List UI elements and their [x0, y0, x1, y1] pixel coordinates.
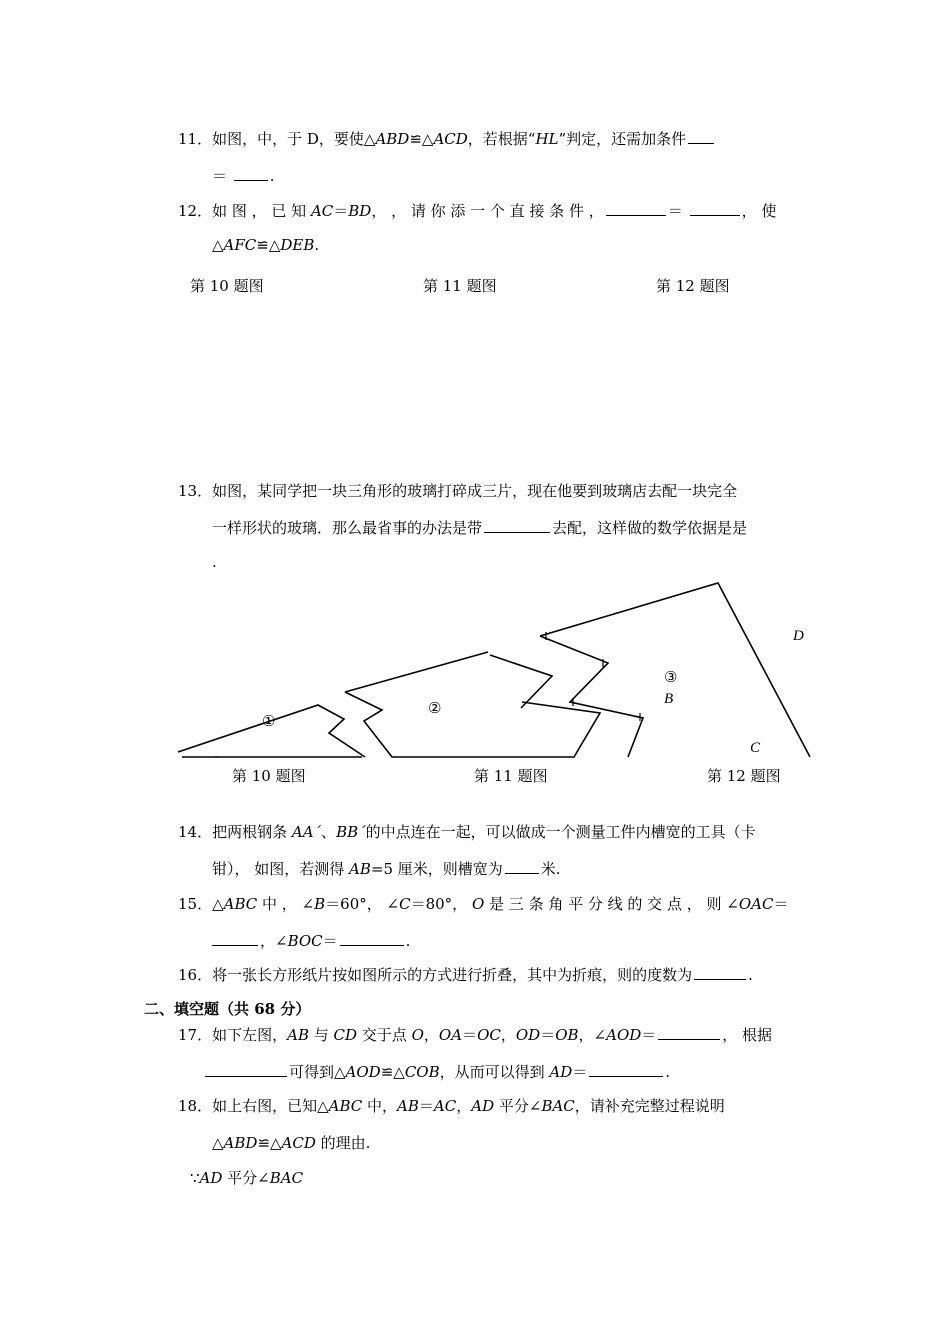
question-17-line1: 17．如下左图，AB 与 CD 交于点 O，OA＝OC，OD＝OB，∠AOD＝ ， 根据: [178, 1026, 773, 1044]
caption-figure-10: 第 10 题图: [190, 277, 264, 295]
piece-3-label: ③: [664, 670, 678, 686]
answer-blank[interactable]: [694, 964, 746, 980]
question-12-line1: 12．如 图 ， 已 知 AC＝BD， ， 请 你 添 一 个 直 接 条 件 ， ＝ ， 使: [178, 202, 777, 220]
question-16: 16．将一张长方形纸片按如图所示的方式进行折叠，其中为折痕，则的度数为 .: [178, 966, 753, 984]
question-13-line1: 13．如图，某同学把一块三角形的玻璃打碎成三片，现在他要到玻璃店去配一块完全: [178, 482, 738, 500]
glass-piece-2: [345, 652, 488, 692]
question-number: 15．: [178, 895, 213, 913]
question-number: 13．: [178, 482, 213, 500]
question-18-line1: 18．如上右图，已知△ABC 中，AB＝AC，AD 平分∠BAC，请补充完整过程说明: [178, 1097, 725, 1115]
answer-blank[interactable]: [205, 1061, 287, 1077]
caption-figure-10: 第 10 题图: [232, 767, 306, 785]
question-number: 14．: [178, 823, 213, 841]
answer-blank[interactable]: [589, 1061, 663, 1077]
question-18-line2: △ABD≌△ACD 的理由.: [212, 1134, 371, 1152]
question-14-line2: 钳）， 如图，若测得 AB=5 厘米，则槽宽为 米.: [212, 860, 561, 878]
question-number: 12．: [178, 202, 213, 220]
caption-figure-11: 第 11 题图: [423, 277, 497, 295]
question-13-line3: .: [212, 553, 217, 571]
question-15-line2: ，∠BOC＝ .: [210, 930, 410, 951]
answer-blank[interactable]: [658, 1024, 720, 1040]
question-12-line2: △AFC≌△DEB.: [212, 236, 320, 254]
question-13-line2: 一样形状的玻璃．那么最省事的办法是带 去配，这样做的数学依据是是: [212, 519, 748, 537]
answer-blank[interactable]: [340, 930, 404, 946]
answer-blank[interactable]: [505, 858, 539, 874]
question-11-line2: ＝ .: [212, 167, 275, 185]
question-number: 16．: [178, 966, 213, 984]
question-18-line3: ∵AD 平分∠BAC: [190, 1169, 304, 1187]
point-d-label: D: [793, 628, 804, 644]
point-c-label: C: [750, 740, 761, 756]
question-number: 18．: [178, 1097, 213, 1115]
piece-1-label: ①: [262, 714, 276, 730]
question-15-line1: 15．△ABC 中 ， ∠B＝60°， ∠C＝80°， O 是 三 条 角 平 分 线 的 交 点 ， 则 ∠OAC＝: [178, 895, 789, 913]
question-number: 11．: [178, 130, 213, 148]
piece-2-label: ②: [428, 701, 442, 717]
point-b-label: B: [664, 691, 674, 707]
caption-figure-12: 第 12 题图: [707, 767, 781, 785]
question-17-line2: 可得到△AOD≌△COB，从而可以得到 AD＝ .: [203, 1061, 670, 1082]
section-heading: 二、填空题（共 68 分）: [144, 1000, 311, 1018]
caption-figure-11: 第 11 题图: [474, 767, 548, 785]
question-14-line1: 14．把两根钢条 AA´、BB´的中点连在一起，可以做成一个测量工件内槽宽的工具（卡: [178, 823, 756, 841]
caption-figure-12: 第 12 题图: [656, 277, 730, 295]
question-11-line1: 11．如图，中，于 D，要使△ABD≌△ACD，若根据“HL”判定，还需加条件: [178, 128, 716, 149]
question-number: 17．: [178, 1026, 213, 1044]
answer-blank[interactable]: [212, 930, 258, 946]
